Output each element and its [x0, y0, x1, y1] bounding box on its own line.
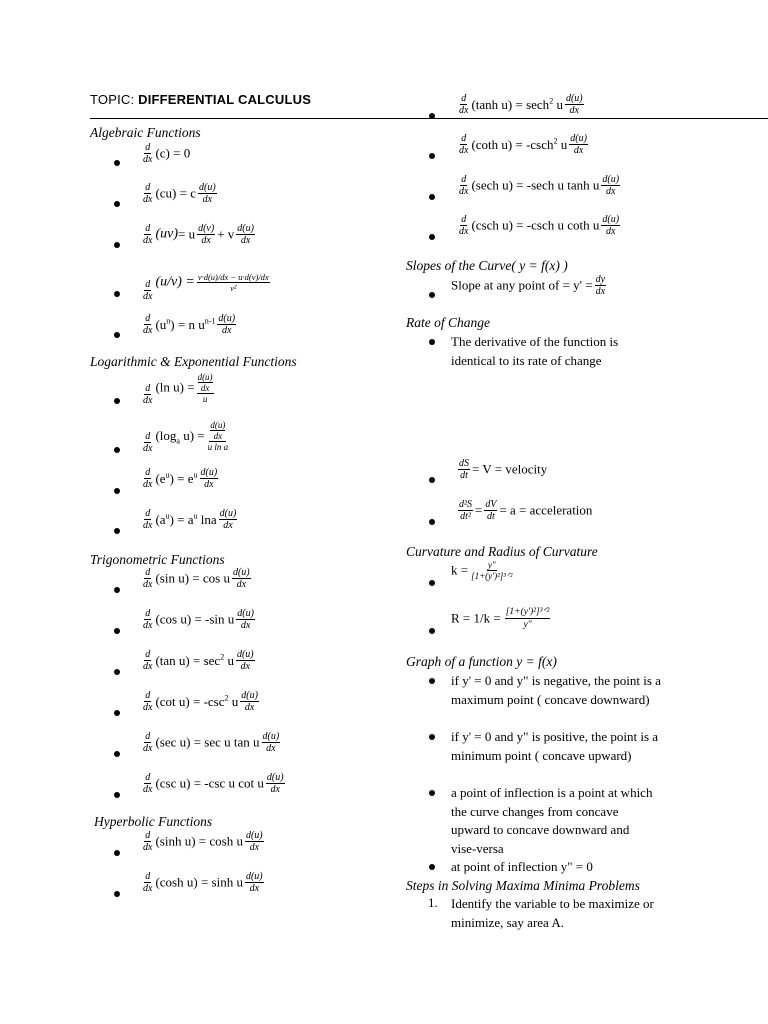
bullet	[114, 447, 120, 453]
formula-ln: $\frac{d}{dx}$ (ln u) = d(u) dx u	[143, 371, 213, 406]
formula-cosh: $\frac{d}{dx}$ (cosh u) = sinh u $\frac{d(u)}{dx}$	[143, 871, 263, 894]
bullet	[114, 792, 120, 798]
bullet	[114, 710, 120, 716]
bullet	[429, 734, 435, 740]
formula-curvature: k = $\frac{y"}{\text{[1+(y')²]³ᐟ²}}$	[451, 560, 513, 581]
bullet	[429, 580, 435, 586]
formula-coth: $\frac{d}{dx}$ (coth u) = -csch$^2$ u $\frac{d(u)}{dx}$	[459, 133, 587, 156]
bullet	[429, 864, 435, 870]
formula-product: $\frac{d}{dx}$ (uv)= u $\frac{d(v)}{dx}$ + v $\frac{d(u)}{dx}$	[143, 223, 254, 246]
bullet	[114, 291, 120, 297]
bullet	[114, 850, 120, 856]
formula-power: $\frac{d}{dx}$ $(u^n) = n$ $u^{n-1}$ $\frac{d(u)}{dx}$	[143, 313, 236, 336]
page-title	[90, 92, 311, 107]
bullet	[429, 234, 435, 240]
bullet	[429, 790, 435, 796]
formula-quotient: $\frac{d}{dx}$ (u/v) = $\frac{v\cdot d(u)/dx - u\cdot d(v)/dx}{\text{v²}}$	[143, 272, 269, 302]
formula-radius: R = 1/k = $\frac{\text{[1+(y')²]³ᐟ²}}{y"}$	[451, 607, 550, 630]
formula-csch: $\frac{d}{dx}$ (csch u) = -csch u coth u $\frac{d(u)}{dx}$	[459, 214, 620, 237]
heading-hyperbolic: Hyperbolic Functions	[94, 814, 213, 829]
rate-text: The derivative of the function is identical to its rate of change	[451, 334, 619, 368]
heading-rate: Rate of Change	[406, 315, 490, 330]
heading-graph: Graph of a function y = f(x)	[406, 654, 557, 669]
heading-log-exp: Logarithmic & Exponential Functions	[90, 354, 297, 369]
bullet	[114, 891, 120, 897]
formula-sech: $\frac{d}{dx}$ (sech u) = -sech u tanh u $\frac{d(u)}{dx}$	[459, 174, 620, 197]
bullet	[429, 477, 435, 483]
heading-maxmin: Steps in Solving Maxima Minima Problems	[406, 878, 640, 893]
bullet	[114, 628, 120, 634]
formula-csc: $\frac{d}{dx}$ (csc u) = -csc u cot u $\frac{d(u)}{dx}$	[143, 772, 284, 795]
formula-acceleration: $\frac{\text{d²S}}{\text{dt²}}$ = $\frac{dV}{dt}$ = a = acceleration	[459, 499, 593, 522]
bullet	[429, 678, 435, 684]
bullet	[114, 587, 120, 593]
step-text: Identify the variable to be maximize or minimize, say area A.	[451, 896, 654, 930]
step-number: 1.	[428, 895, 438, 910]
heading-algebraic: Algebraic Functions	[90, 125, 201, 140]
formula-exp-a: $\frac{d}{dx}$ $(a^u) = a^u$ lna $\frac{d(u)}{dx}$	[143, 508, 237, 531]
bullet	[114, 160, 120, 166]
bullet	[114, 528, 120, 534]
formula-cot: $\frac{d}{dx}$ (cot $u) = -\csc^2$ u $\frac{d(u)}{dx}$	[143, 690, 258, 713]
bullet	[429, 153, 435, 159]
bullet	[429, 628, 435, 634]
heading-slopes: Slopes of the Curve( y = f(x) )	[406, 258, 568, 273]
heading-trig: Trigonometric Functions	[90, 552, 225, 567]
bullet	[114, 488, 120, 494]
bullet	[114, 751, 120, 757]
formula-cu: $\frac{d}{dx}$ (cu) = c $\frac{d(u)}{dx}$	[143, 182, 216, 205]
bullet	[114, 201, 120, 207]
formula-sinh: $\frac{d}{dx}$ (sinh u) = cosh u $\frac{d(u)}{dx}$	[143, 830, 263, 853]
formula-tanh: $\frac{d}{dx}$ (tanh u) = sech$^2$ u $\frac{d(u)}{dx}$	[459, 93, 583, 116]
bullet	[114, 669, 120, 675]
bullet	[429, 339, 435, 345]
formula-slope: Slope at any point of = y' = $\frac{dy}{dx}$	[451, 274, 606, 297]
bullet	[114, 398, 120, 404]
bullet	[429, 194, 435, 200]
formula-sin: $\frac{d}{dx}$ (sin u) = cos u $\frac{d(u)}{dx}$	[143, 567, 250, 590]
bullet	[429, 113, 435, 119]
topic-title: DIFFERENTIAL CALCULUS	[138, 92, 312, 107]
graph-item: a point of inflection is a point at which the curve changes from concave upward to concave downward and vise-versa	[451, 785, 653, 856]
bullet	[114, 332, 120, 338]
formula-log-a: $\frac{d}{dx}$ ($\log_a$ u) = d(u) dx u ln a	[143, 419, 229, 454]
bullet	[429, 292, 435, 298]
heading-curvature: Curvature and Radius of Curvature	[406, 544, 598, 559]
bullet	[114, 242, 120, 248]
formula-velocity: $\frac{dS}{dt}$ = V = velocity	[459, 458, 548, 481]
graph-item: if y' = 0 and y" is negative, the point is a maximum point ( concave downward)	[451, 673, 661, 707]
bullet	[429, 519, 435, 525]
topic-prefix: TOPIC:	[90, 92, 139, 107]
formula-cos: $\frac{d}{dx}$ (cos u) = -sin u $\frac{d(u)}{dx}$	[143, 608, 254, 631]
formula-exp-e: $\frac{d}{dx}$ $(e^u) = e^u$ $\frac{d(u)}{dx}$	[143, 467, 218, 490]
formula-constant: $\frac{d}{dx}$ (c) = 0	[143, 142, 191, 165]
graph-item: at point of inflection y" = 0	[451, 859, 593, 874]
formula-sec: $\frac{d}{dx}$ (sec u) = sec u tan u $\frac{d(u)}{dx}$	[143, 731, 280, 754]
formula-tan: $\frac{d}{dx}$ (tan $u) = \sec^2 u$ $\frac{d(u)}{dx}$	[143, 649, 254, 672]
graph-item: if y' = 0 and y" is positive, the point is a minimum point ( concave upward)	[451, 729, 659, 763]
